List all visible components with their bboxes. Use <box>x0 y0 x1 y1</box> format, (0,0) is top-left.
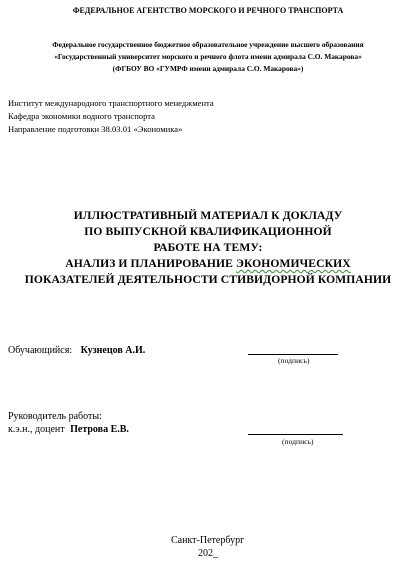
student-signature-line <box>248 354 338 355</box>
supervisor-label: Руководитель работы: <box>8 411 102 422</box>
student-signature-caption: (подпись) <box>278 356 310 365</box>
title-line-2: ПО ВЫПУСКНОЙ КВАЛИФИКАЦИОННОЙ <box>84 225 332 238</box>
supervisor-name: Петрова Е.В. <box>70 424 129 435</box>
title-line-4-spellcheck-word: ЭКОНОМИЧЕСКИХ <box>235 257 351 270</box>
student-label: Обучающийся: <box>8 345 73 356</box>
year: 202_ <box>198 548 218 559</box>
title-line-4 <box>0 257 416 270</box>
student-row <box>8 345 145 356</box>
university-name: «Государственный университет морского и речного флота имени адмирала С.О. Макарова» <box>54 52 362 61</box>
institute: Институт международного транспортного менеджмента <box>8 98 214 108</box>
university-type: Федеральное государственное бюджетное образовательное учреждение высшего образования <box>52 40 364 49</box>
supervisor-signature-caption: (подпись) <box>282 437 314 446</box>
department: Кафедра экономики водного транспорта <box>8 111 155 121</box>
supervisor-rank: к.э.н., доцент <box>8 424 65 435</box>
university-short-name: (ФГБОУ ВО «ГУМРФ имени адмирала С.О. Макарова») <box>112 64 304 73</box>
supervisor-row <box>8 424 129 435</box>
title-line-3: РАБОТЕ НА ТЕМУ: <box>153 241 263 254</box>
study-direction: Направление подготовки 38.03.01 «Экономика» <box>8 124 183 134</box>
title-line-4-start: АНАЛИЗ И ПЛАНИРОВАНИЕ <box>65 257 236 270</box>
city: Санкт-Петербург <box>171 535 245 546</box>
title-line-5: ПОКАЗАТЕЛЕЙ ДЕЯТЕЛЬНОСТИ СТИВИДОРНОЙ КОМПАНИИ <box>24 273 392 286</box>
agency-name: ФЕДЕРАЛЬНОЕ АГЕНТСТВО МОРСКОГО И РЕЧНОГО ТРАНСПОРТА <box>72 6 344 15</box>
title-line-1: ИЛЛЮСТРАТИВНЫЙ МАТЕРИАЛ К ДОКЛАДУ <box>73 209 343 222</box>
supervisor-signature-line <box>248 434 343 435</box>
student-name: Кузнецов А.И. <box>80 345 146 356</box>
